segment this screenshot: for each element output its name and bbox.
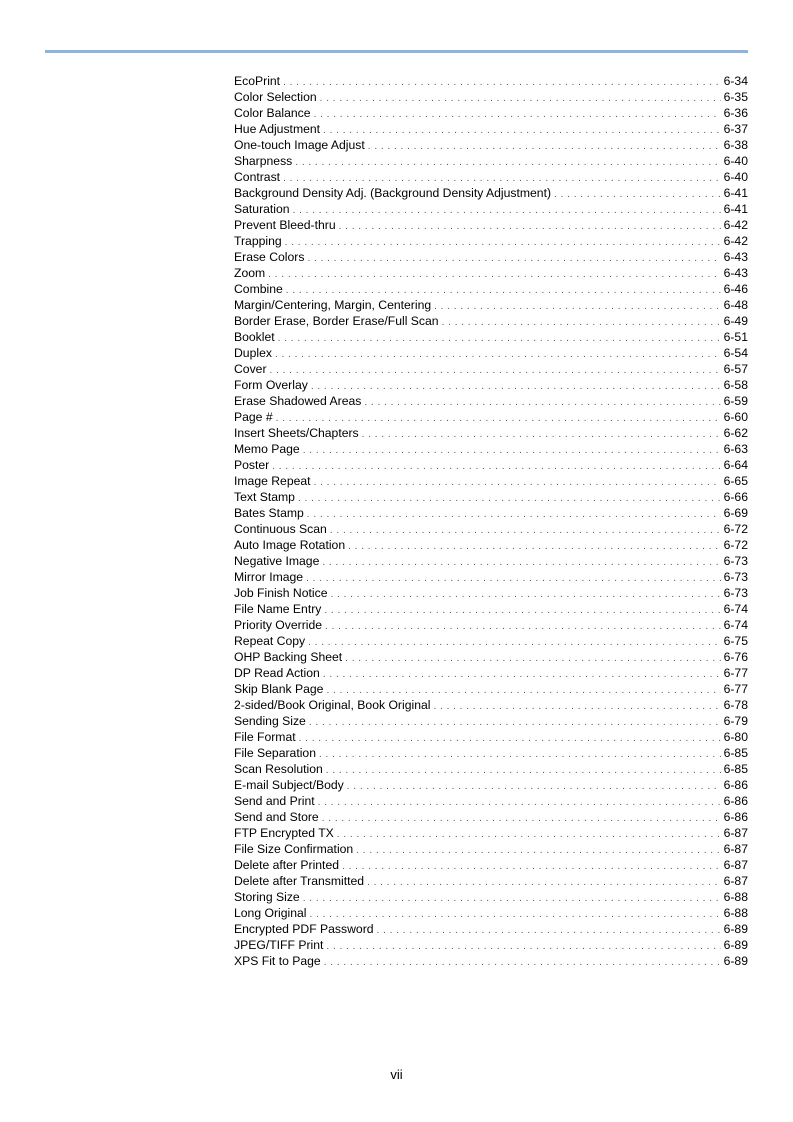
toc-entry-page: 6-89 [723, 954, 748, 968]
toc-leader-dots [311, 379, 721, 395]
toc-entry[interactable] [234, 105, 748, 121]
toc-entry-title: Send and Store [234, 810, 319, 824]
toc-entry-title: DP Read Action [234, 666, 320, 680]
toc-entry-title: File Name Entry [234, 602, 322, 616]
toc-entry-title: OHP Backing Sheet [234, 650, 343, 664]
page-number: vii [390, 1067, 403, 1082]
toc-entry-title: Mirror Image [234, 570, 304, 584]
toc-entry-title: Continuous Scan [234, 522, 327, 536]
toc-entry-title: Form Overlay [234, 378, 308, 392]
toc-leader-dots [268, 267, 720, 283]
toc-entry-title: Delete after Transmitted [234, 874, 365, 888]
toc-entry-page: 6-36 [723, 106, 748, 120]
toc-entry[interactable] [234, 89, 748, 105]
toc-entry-page: 6-43 [723, 250, 748, 264]
toc-entry-page: 6-60 [723, 410, 748, 424]
toc-leader-dots [345, 651, 720, 667]
toc-leader-dots [368, 139, 721, 155]
toc-entry-title: Trapping [234, 234, 282, 248]
toc-leader-dots [270, 363, 721, 379]
toc-entry[interactable] [234, 793, 748, 809]
toc-entry[interactable] [234, 857, 748, 873]
toc-entry-page: 6-42 [723, 218, 748, 232]
toc-entry-page: 6-40 [723, 154, 748, 168]
toc-leader-dots [364, 395, 720, 411]
toc-entry-title: Storing Size [234, 890, 300, 904]
toc-entry[interactable] [234, 697, 748, 713]
toc-entry-page: 6-88 [723, 906, 748, 920]
toc-entry[interactable] [234, 921, 748, 937]
toc-entry-page: 6-54 [723, 346, 748, 360]
toc-entry[interactable] [234, 905, 748, 921]
toc-entry[interactable] [234, 649, 748, 665]
toc-entry-title: Insert Sheets/Chapters [234, 426, 359, 440]
toc-entry[interactable] [234, 873, 748, 889]
toc-entry[interactable] [234, 953, 748, 969]
toc-entry[interactable] [234, 377, 748, 393]
toc-leader-dots [339, 219, 721, 235]
toc-entry-title: JPEG/TIFF Print [234, 938, 324, 952]
toc-entry[interactable] [234, 393, 748, 409]
toc-leader-dots [442, 315, 721, 331]
toc-leader-dots [299, 731, 721, 747]
toc-entry-title: Hue Adjustment [234, 122, 321, 136]
toc-entry-title: File Separation [234, 746, 316, 760]
toc-entry-title: FTP Encrypted TX [234, 826, 334, 840]
toc-leader-dots [362, 427, 721, 443]
toc-entry-title: Cover [234, 362, 267, 376]
toc-entry-title: Negative Image [234, 554, 320, 568]
toc-entry-page: 6-59 [723, 394, 748, 408]
toc-entry-page: 6-72 [723, 538, 748, 552]
toc-entry[interactable] [234, 521, 748, 537]
toc-entry[interactable] [234, 777, 748, 793]
toc-leader-dots [326, 763, 721, 779]
toc-leader-dots [356, 843, 720, 859]
toc-entry-page: 6-72 [723, 522, 748, 536]
toc-entry[interactable] [234, 345, 748, 361]
toc-entry[interactable] [234, 585, 748, 601]
toc-entry[interactable] [234, 665, 748, 681]
toc-entry[interactable] [234, 217, 748, 233]
toc-entry-page: 6-73 [723, 570, 748, 584]
toc-entry-page: 6-86 [723, 794, 748, 808]
toc-entry[interactable] [234, 409, 748, 425]
toc-entry-page: 6-87 [723, 874, 748, 888]
toc-entry-page: 6-57 [723, 362, 748, 376]
toc-entry-title: Sharpness [234, 154, 293, 168]
toc-entry-title: Delete after Printed [234, 858, 340, 872]
toc-entry-title: Auto Image Rotation [234, 538, 346, 552]
toc-entry-page: 6-37 [723, 122, 748, 136]
toc-leader-dots [293, 203, 721, 219]
toc-entry-page: 6-35 [723, 90, 748, 104]
toc-entry-page: 6-85 [723, 762, 748, 776]
header-rule [45, 50, 748, 53]
toc-leader-dots [303, 443, 721, 459]
toc-leader-dots [275, 347, 721, 363]
toc-entry[interactable] [234, 601, 748, 617]
toc-entry[interactable] [234, 137, 748, 153]
toc-entry-title: Repeat Copy [234, 634, 306, 648]
toc-entry-title: Color Selection [234, 90, 317, 104]
toc-leader-dots [434, 299, 720, 315]
toc-entry-page: 6-51 [723, 330, 748, 344]
toc-entry-page: 6-79 [723, 714, 748, 728]
toc-entry-title: Poster [234, 458, 270, 472]
toc-leader-dots [318, 795, 721, 811]
toc-leader-dots [348, 539, 720, 555]
toc-entry-title: File Size Confirmation [234, 842, 354, 856]
table-of-contents [234, 73, 748, 969]
toc-entry[interactable] [234, 73, 748, 89]
toc-entry-page: 6-77 [723, 666, 748, 680]
toc-entry[interactable] [234, 473, 748, 489]
toc-leader-dots [285, 235, 721, 251]
toc-leader-dots [433, 699, 720, 715]
toc-entry[interactable] [234, 329, 748, 345]
toc-entry-page: 6-41 [723, 202, 748, 216]
toc-entry[interactable] [234, 825, 748, 841]
toc-leader-dots [283, 75, 721, 91]
toc-entry-title: Border Erase, Border Erase/Full Scan [234, 314, 439, 328]
toc-entry-page: 6-89 [723, 922, 748, 936]
toc-entry-page: 6-74 [723, 602, 748, 616]
toc-entry-title: Text Stamp [234, 490, 295, 504]
toc-entry[interactable] [234, 937, 748, 953]
toc-entry-page: 6-46 [723, 282, 748, 296]
toc-leader-dots [330, 587, 720, 603]
toc-leader-dots [367, 875, 721, 891]
toc-leader-dots [314, 475, 721, 491]
toc-entry-title: XPS Fit to Page [234, 954, 321, 968]
toc-entry[interactable] [234, 233, 748, 249]
toc-entry[interactable] [234, 489, 748, 505]
toc-entry-page: 6-34 [723, 74, 748, 88]
toc-leader-dots [377, 923, 721, 939]
toc-entry[interactable] [234, 809, 748, 825]
toc-entry-title: Saturation [234, 202, 290, 216]
toc-leader-dots [322, 811, 721, 827]
toc-leader-dots [326, 939, 720, 955]
toc-entry[interactable] [234, 297, 748, 313]
toc-entry-title: Bates Stamp [234, 506, 304, 520]
toc-entry[interactable] [234, 457, 748, 473]
toc-leader-dots [295, 155, 720, 171]
toc-leader-dots [323, 123, 721, 139]
toc-entry-title: EcoPrint [234, 74, 281, 88]
toc-entry-title: Combine [234, 282, 283, 296]
toc-entry-page: 6-62 [723, 426, 748, 440]
toc-leader-dots [322, 555, 720, 571]
toc-leader-dots [306, 571, 721, 587]
toc-entry-page: 6-43 [723, 266, 748, 280]
toc-entry-title: File Format [234, 730, 296, 744]
toc-entry[interactable] [234, 617, 748, 633]
toc-leader-dots [319, 747, 721, 763]
toc-entry-title: Memo Page [234, 442, 300, 456]
toc-entry-page: 6-49 [723, 314, 748, 328]
toc-leader-dots [330, 523, 721, 539]
toc-entry-page: 6-75 [723, 634, 748, 648]
toc-leader-dots [337, 827, 721, 843]
toc-entry-page: 6-86 [723, 778, 748, 792]
toc-entry[interactable] [234, 841, 748, 857]
toc-entry-title: Booklet [234, 330, 275, 344]
toc-entry-title: Encrypted PDF Password [234, 922, 374, 936]
toc-leader-dots [307, 251, 720, 267]
toc-entry-title: Background Density Adj. (Background Density Adjustment) [234, 186, 552, 200]
toc-entry[interactable] [234, 121, 748, 137]
toc-entry[interactable] [234, 633, 748, 649]
toc-entry[interactable] [234, 537, 748, 553]
toc-entry-title: Priority Override [234, 618, 323, 632]
toc-leader-dots [307, 507, 721, 523]
toc-leader-dots [272, 459, 720, 475]
toc-leader-dots [298, 491, 721, 507]
toc-entry-page: 6-69 [723, 506, 748, 520]
toc-leader-dots [347, 779, 721, 795]
toc-entry-title: E-mail Subject/Body [234, 778, 344, 792]
toc-entry[interactable] [234, 745, 748, 761]
toc-entry-title: Sending Size [234, 714, 306, 728]
toc-entry[interactable] [234, 729, 748, 745]
toc-entry-title: Contrast [234, 170, 281, 184]
toc-entry-title: Margin/Centering, Margin, Centering [234, 298, 432, 312]
toc-entry-title: Page # [234, 410, 273, 424]
toc-entry[interactable] [234, 505, 748, 521]
toc-leader-dots [324, 955, 721, 971]
toc-entry-page: 6-88 [723, 890, 748, 904]
toc-entry[interactable] [234, 681, 748, 697]
toc-entry-page: 6-48 [723, 298, 748, 312]
toc-entry[interactable] [234, 169, 748, 185]
toc-entry-page: 6-63 [723, 442, 748, 456]
toc-leader-dots [325, 619, 721, 635]
toc-entry-page: 6-76 [723, 650, 748, 664]
toc-entry-page: 6-80 [723, 730, 748, 744]
toc-entry[interactable] [234, 249, 748, 265]
toc-entry[interactable] [234, 185, 748, 201]
toc-entry-title: Color Balance [234, 106, 311, 120]
toc-entry-page: 6-87 [723, 858, 748, 872]
toc-leader-dots [324, 603, 720, 619]
toc-entry-page: 6-78 [723, 698, 748, 712]
toc-entry-page: 6-38 [723, 138, 748, 152]
toc-leader-dots [309, 715, 721, 731]
toc-entry-page: 6-66 [723, 490, 748, 504]
toc-entry-page: 6-41 [723, 186, 748, 200]
toc-entry-title: Skip Blank Page [234, 682, 324, 696]
toc-leader-dots [303, 891, 721, 907]
toc-entry[interactable] [234, 569, 748, 585]
toc-entry-title: Erase Shadowed Areas [234, 394, 362, 408]
toc-entry-page: 6-73 [723, 554, 748, 568]
toc-leader-dots [308, 635, 720, 651]
toc-leader-dots [342, 859, 721, 875]
toc-entry[interactable] [234, 425, 748, 441]
toc-entry-page: 6-65 [723, 474, 748, 488]
toc-entry-title: Prevent Bleed-thru [234, 218, 336, 232]
toc-leader-dots [320, 91, 721, 107]
toc-leader-dots [278, 331, 721, 347]
toc-entry-title: Send and Print [234, 794, 315, 808]
toc-entry-page: 6-42 [723, 234, 748, 248]
toc-entry-title: Duplex [234, 346, 272, 360]
toc-entry[interactable] [234, 313, 748, 329]
toc-entry[interactable] [234, 553, 748, 569]
toc-leader-dots [314, 107, 721, 123]
toc-entry-title: Job Finish Notice [234, 586, 328, 600]
toc-entry-title: One-touch Image Adjust [234, 138, 365, 152]
toc-entry-title: Long Original [234, 906, 307, 920]
toc-entry-page: 6-85 [723, 746, 748, 760]
toc-entry[interactable] [234, 441, 748, 457]
toc-entry[interactable] [234, 281, 748, 297]
toc-entry-page: 6-58 [723, 378, 748, 392]
toc-entry-page: 6-74 [723, 618, 748, 632]
toc-entry-page: 6-89 [723, 938, 748, 952]
toc-entry[interactable] [234, 153, 748, 169]
toc-leader-dots [554, 187, 721, 203]
toc-entry-page: 6-86 [723, 810, 748, 824]
toc-leader-dots [323, 667, 721, 683]
toc-entry-page: 6-64 [723, 458, 748, 472]
toc-entry[interactable] [234, 713, 748, 729]
toc-entry-page: 6-77 [723, 682, 748, 696]
toc-entry-title: Image Repeat [234, 474, 311, 488]
toc-entry-page: 6-73 [723, 586, 748, 600]
toc-entry[interactable] [234, 265, 748, 281]
toc-entry[interactable] [234, 201, 748, 217]
toc-entry-title: Scan Resolution [234, 762, 323, 776]
toc-entry-title: 2-sided/Book Original, Book Original [234, 698, 431, 712]
toc-entry[interactable] [234, 361, 748, 377]
toc-entry-title: Erase Colors [234, 250, 305, 264]
toc-entry-page: 6-40 [723, 170, 748, 184]
toc-entry-page: 6-87 [723, 842, 748, 856]
toc-entry-title: Zoom [234, 266, 266, 280]
toc-entry[interactable] [234, 889, 748, 905]
toc-entry-page: 6-87 [723, 826, 748, 840]
toc-entry[interactable] [234, 761, 748, 777]
